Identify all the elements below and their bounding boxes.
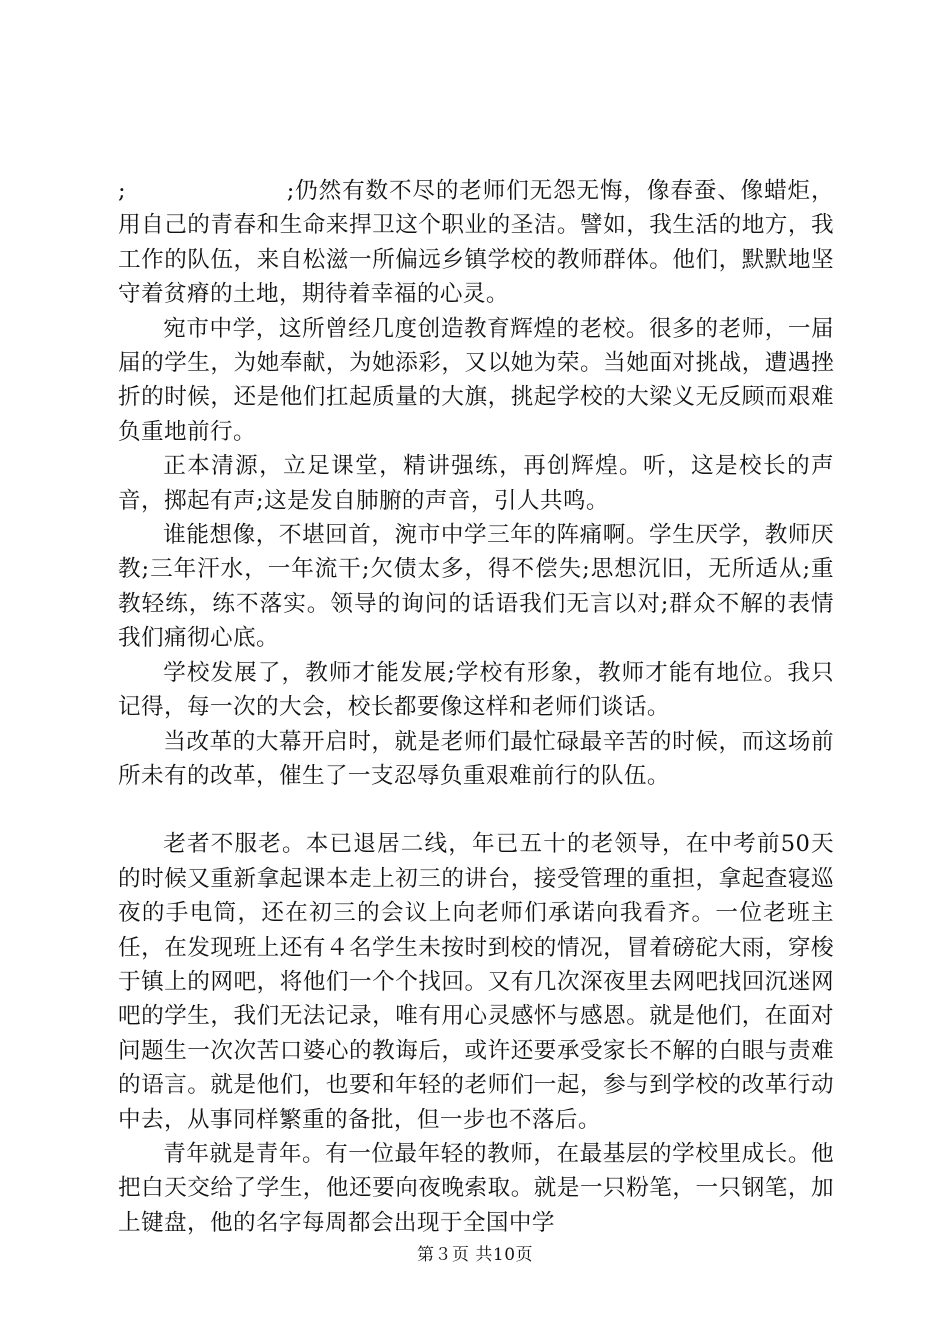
document-body <box>118 174 834 1240</box>
paragraph-2: 宛市中学，这所曾经几度创造教育辉煌的老校。很多的老师，一届届的学生，为她奉献，为她添彩，又以她为荣。当她面对挑战，遭遇挫折的时候，还是他们扛起质量的大旗，挑起学校的大梁义无反顾而艰难负重地前行。 <box>118 315 834 445</box>
paragraph-3: 正本清源，立足课堂，精讲强练，再创辉煌。听，这是校长的声音，掷起有声;这是发自肺腑的声音，引人共鸣。 <box>118 453 834 514</box>
paragraph-gap <box>118 793 834 827</box>
paragraph-1: ; ;仍然有数不尽的老师们无怨无悔，像春蚕、像蜡炬，用自己的青春和生命来捍卫这个职业的圣洁。譬如，我生活的地方，我工作的队伍，来自松滋一所偏远乡镇学校的教师群体。他们，默默地坚守着贫瘠的土地，期待着幸福的心灵。 <box>118 178 834 308</box>
paragraph-4: 谁能想像，不堪回首，涴市中学三年的阵痛啊。学生厌学，教师厌教;三年汗水，一年流干;欠债太多，得不偿失;思想沉旧，无所适从;重教轻练，练不落实。领导的询问的话语我们无言以对;群众不解的表情我们痛彻心底。 <box>118 522 834 652</box>
paragraph-5: 学校发展了，教师才能发展;学校有形象，教师才能有地位。我只记得，每一次的大会，校长都要像这样和老师们谈话。 <box>118 659 834 721</box>
paragraph-7: 老者不服老。本已退居二线，年已五十的老领导，在中考前50天的时候又重新拿起课本走上初三的讲台，接受管理的重担，拿起查寝巡夜的手电筒，还在初三的会议上向老师们承诺向我看齐。一位老班主任，在发现班上还有４名学生未按时到校的情况，冒着磅砣大雨，穿梭于镇上的网吧，将他们一个个找回。又有几次深夜里去网吧找回沉迷网吧的学生，我们无法记录，唯有用心灵感怀与感恩。就是他们，在面对问题生一次次苦口婆心的教诲后，或许还要承受家长不解的白眼与责难的语言。就是他们，也要和年轻的老师们一起，参与到学校的改革行动中去，从事同样繁重的备批，但一步也不落后。 <box>118 831 834 1133</box>
paragraph-8: 青年就是青年。有一位最年轻的教师，在最基层的学校里成长。他把白天交给了学生，他还要向夜晚索取。就是一只粉笔，一只钢笔，加上键盘，他的名字每周都会出现于全国中学 <box>118 1140 834 1236</box>
paragraph-6: 当改革的大幕开启时，就是老师们最忙碌最辛苦的时候，而这场前所未有的改革，催生了一支忍辱负重艰难前行的队伍。 <box>118 728 834 789</box>
page-number-footer: 第３页 共10页 <box>416 1245 534 1265</box>
